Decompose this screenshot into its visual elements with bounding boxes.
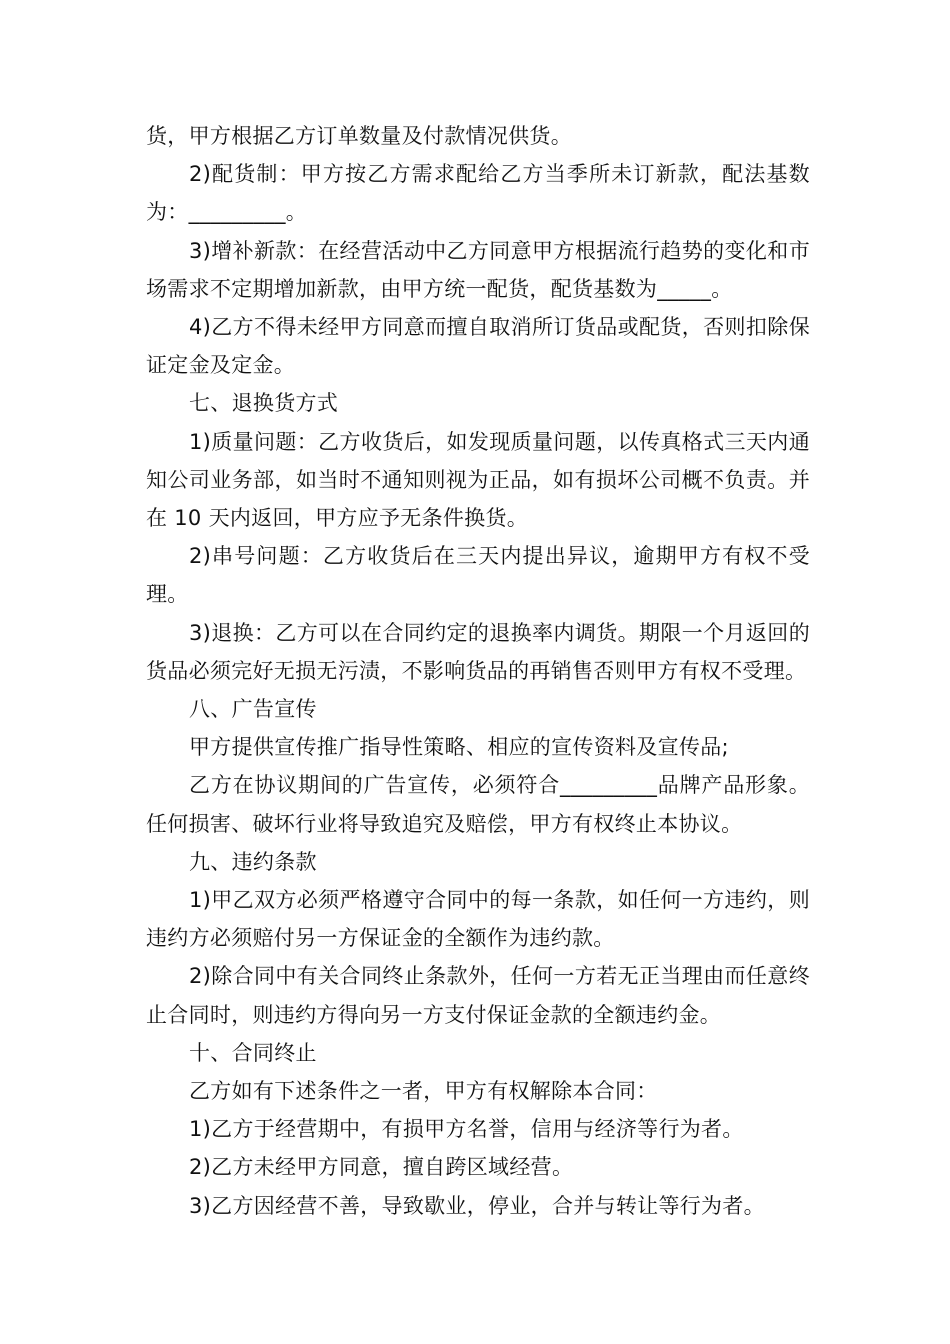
- paragraph-clause: 乙方在协议期间的广告宣传，必须符合_________品牌产品形象。任何损害、破坏行业将导致追究及赔偿，甲方有权终止本协议。: [146, 773, 810, 836]
- section-heading: 七、退换货方式: [189, 391, 339, 416]
- paragraph-clause: 1)质量问题：乙方收货后，如发现质量问题，以传真格式三天内通知公司业务部，如当时不通知则视为正品，如有损坏公司概不负责。并在 10 天内返回，甲方应予无条件换货。: [146, 429, 810, 531]
- paragraph-clause: 2)配货制：甲方按乙方需求配给乙方当季所未订新款，配法基数为：_________。: [146, 162, 810, 225]
- section-heading: 九、违约条款: [189, 849, 317, 874]
- paragraph-continuation: 货，甲方根据乙方订单数量及付款情况供货。: [146, 124, 572, 148]
- document-body: [146, 117, 810, 1225]
- paragraph-clause: 3)增补新款：在经营活动中乙方同意甲方根据流行趋势的变化和市场需求不定期增加新款，由甲方统一配货，配货基数为_____。: [146, 238, 810, 301]
- paragraph-clause: 2)乙方未经甲方同意，擅自跨区域经营。: [189, 1155, 574, 1180]
- paragraph-clause: 1)乙方于经营期中，有损甲方名誉，信用与经济等行为者。: [189, 1117, 744, 1142]
- paragraph-clause: 乙方如有下述条件之一者，甲方有权解除本合同：: [189, 1079, 658, 1104]
- paragraph-clause: 4)乙方不得未经甲方同意而擅自取消所订货品或配货，否则扣除保证定金及定金。: [146, 315, 810, 378]
- paragraph-clause: 1)甲乙双方必须严格遵守合同中的每一条款，如任何一方违约，则违约方必须赔付另一方保证金的全额作为违约款。: [146, 888, 810, 951]
- paragraph-clause: 2)串号问题：乙方收货后在三天内提出异议，逾期甲方有权不受理。: [146, 544, 810, 607]
- paragraph-clause: 甲方提供宣传推广指导性策略、相应的宣传资料及宣传品;: [189, 735, 729, 760]
- section-heading: 十、合同终止: [189, 1040, 317, 1065]
- paragraph-clause: 2)除合同中有关合同终止条款外，任何一方若无正当理由而任意终止合同时，则违约方得向另一方支付保证金款的全额违约金。: [146, 964, 810, 1027]
- section-heading: 八、广告宣传: [189, 697, 317, 722]
- paragraph-clause: 3)退换：乙方可以在合同约定的退换率内调货。期限一个月返回的货品必须完好无损无污渍，不影响货品的再销售否则甲方有权不受理。: [146, 620, 810, 683]
- paragraph-clause: 3)乙方因经营不善，导致歇业，停业，合并与转让等行为者。: [189, 1193, 765, 1218]
